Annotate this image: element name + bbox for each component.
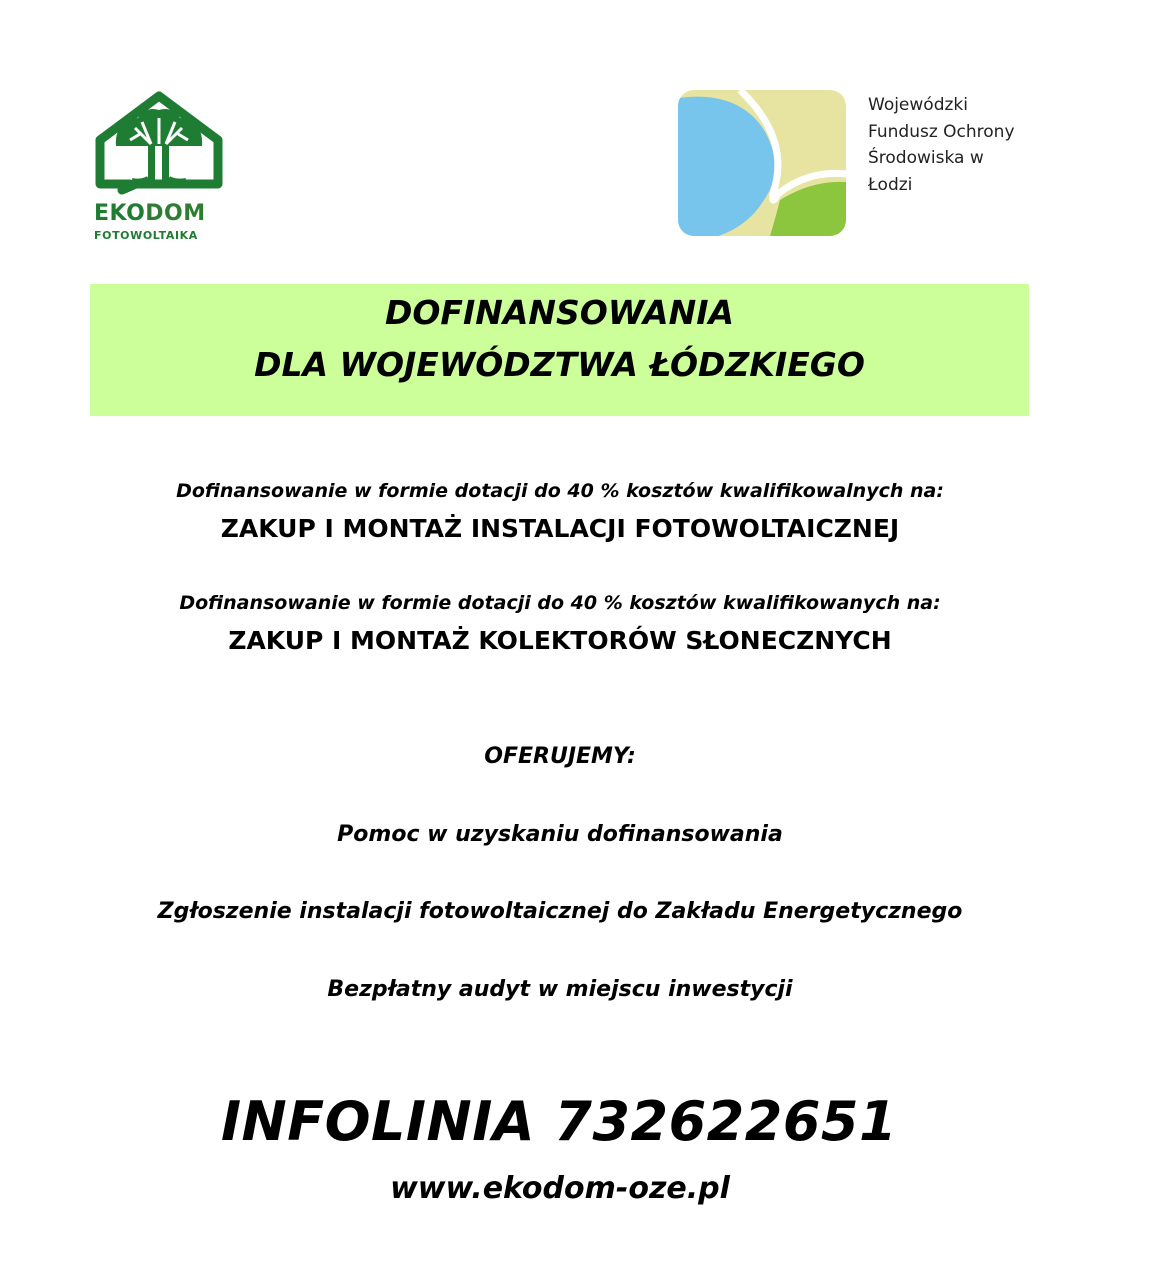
title-line: DLA WOJEWÓDZTWA ŁÓDZKIEGO — [254, 345, 865, 384]
offer-item: Zgłoszenie instalacji fotowoltaicznej do Zakładu Energetycznego — [157, 899, 963, 924]
subsidy-product: ZAKUP I MONTAŻ INSTALACJI FOTOWOLTAICZNEJ — [220, 514, 900, 543]
offer-item: Bezpłatny audyt w miejscu inwestycji — [327, 977, 793, 1002]
wfos-logo — [678, 90, 846, 236]
wfos-name-line: Fundusz Ochrony — [868, 121, 1015, 142]
wfos-name-line: Wojewódzki — [868, 95, 968, 115]
hotline-number: INFOLINIA 732622651 — [220, 1090, 898, 1153]
ekodom-tagline: FOTOWOLTAIKA — [94, 229, 198, 242]
offer-heading: OFERUJEMY: — [484, 744, 636, 769]
wfos-name-line: Środowiska w — [868, 148, 984, 168]
offer-item: Pomoc w uzyskaniu dofinansowania — [337, 822, 783, 847]
ekodom-logo — [90, 88, 230, 248]
ekodom-brand-name — [94, 201, 206, 226]
brand-part-dom: DOM — [145, 201, 206, 226]
house-tree-icon — [90, 88, 230, 200]
title-line: DOFINANSOWANIA — [384, 293, 735, 332]
website-link[interactable]: www.ekodom-oze.pl — [390, 1171, 730, 1206]
brand-part-eko: EKO — [94, 201, 146, 226]
wfos-emblem-icon — [678, 90, 846, 236]
wfos-name-line: Łodzi — [868, 174, 913, 195]
wfos-name — [868, 92, 1068, 198]
subsidy-intro: Dofinansowanie w formie dotacji do 40 % kosztów kwalifikowalnych na: — [176, 480, 944, 502]
subsidy-product: ZAKUP I MONTAŻ KOLEKTORÓW SŁONECZNYCH — [228, 626, 892, 655]
title-banner — [90, 284, 1029, 416]
subsidy-intro: Dofinansowanie w formie dotacji do 40 % kosztów kwalifikowanych na: — [179, 592, 941, 614]
